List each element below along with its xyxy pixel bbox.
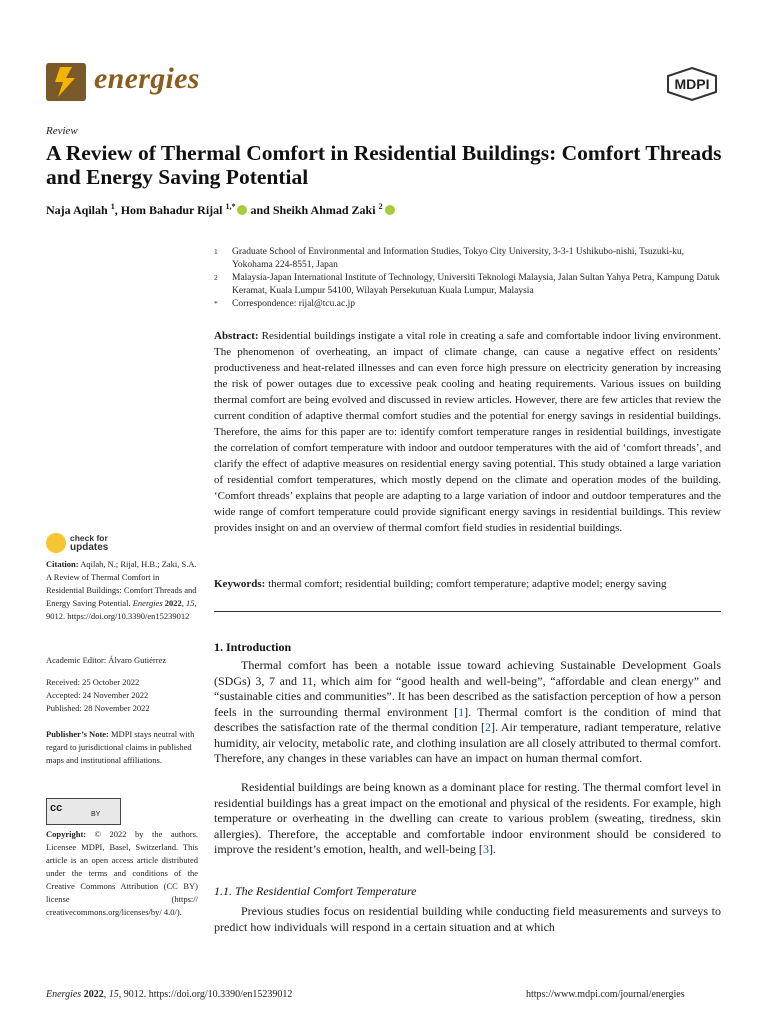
citation-text: Aqilah, N.; Rijal, H.B.; Zaki, S.A. A Review of Thermal Comfort in Residential Buildings: Comfort Threads and Energy Saving Potential.	[46, 559, 197, 608]
abstract-label: Abstract:	[214, 330, 259, 342]
affiliation-number: *	[214, 299, 218, 308]
citation-block: Citation: Aqilah, N.; Rijal, H.B.; Zaki, S.A. A Review of Thermal Comfort in Residential Buildings: Comfort Threads and Energy Saving Potential. Energies 2022, 15, 9012. https://doi.org/10.3390/en15239012	[46, 559, 197, 621]
publisher-note-text: MDPI stays neutral with regard to jurisdictional claims in published maps and institutional affiliations.	[46, 729, 195, 765]
publisher-label: MDPI	[674, 76, 710, 92]
affiliation-number: 1	[214, 247, 218, 256]
footer-journal: Energies	[46, 989, 82, 1000]
by-icon: BY	[91, 811, 101, 818]
check-updates-line: check for	[70, 533, 108, 543]
correspondence	[214, 298, 724, 311]
subsection-heading: 1.1. The Residential Comfort Temperature	[214, 884, 417, 898]
paragraph-text: Residential buildings are being known as a dominant place for resting. The thermal comfort level in residential buildings has a great impact on the emotional and physical of the residents. For example, high temperature or overheating in the dwelling can create to various problem (sweating, tiredness, skin allergies). Therefore, the acceptable and comfortable indoor environment should be considered to improve the resident’s emotion, health, and well-being [	[214, 780, 721, 856]
footer-citation: Energies 2022, 15, 9012. https://doi.org/10.3390/en15239012	[46, 989, 293, 1000]
keywords-text: thermal comfort; residential building; comfort temperature; adaptive model; energy saving	[268, 578, 667, 590]
affiliation-text: Malaysia-Japan International Institute of Technology, Universiti Teknologi Malaysia, Jalan Sultan Yahya Petra, Kampung Datuk Keramat, Kuala Lumpur 54100, Wilayah Persekutuan Kuala Lumpur, Malaysia	[232, 273, 720, 296]
citation-journal: Energies	[132, 598, 163, 608]
cc-license-badge[interactable]	[46, 798, 121, 825]
paragraph-text: ].	[488, 842, 496, 856]
author-name[interactable]: Sheikh Ahmad Zaki	[272, 203, 376, 217]
check-updates-line: updates	[70, 542, 109, 553]
footer-journal-url[interactable]: https://www.mdpi.com/journal/energies	[526, 989, 685, 1000]
reference-link[interactable]: 3	[482, 842, 489, 856]
check-updates-icon	[46, 533, 66, 553]
orcid-icon[interactable]	[385, 205, 395, 215]
affiliation	[214, 272, 724, 297]
author-affiliation-mark: 1	[110, 202, 115, 211]
paragraph-text: Thermal comfort has been a notable issue toward achieving Sustainable Development Goals (SDGs) 3, 7 and 11, which aim for “good health and well-being”, “affordable and clean energy” and “sustainable cities and communities”. It has been described as the satisfaction perception of how a person feels in the surrounding thermal environment [	[214, 658, 721, 719]
abstract	[214, 328, 721, 536]
academic-editor: Academic Editor: Álvaro Gutiérrez	[46, 655, 167, 665]
check-updates-text	[70, 534, 108, 552]
intro-paragraph: Previous studies focus on residential building while conducting field measurements and surveys to predict how individuals will respond in a certain situation and at which	[214, 904, 721, 934]
author-separator: ,	[114, 203, 118, 217]
journal-logo	[46, 63, 86, 101]
paragraph-text: ]. Air temperature, radiant temperature, relative humidity, air velocity, metabolic rate, and clothing insulation are all closely attributed to thermal comfort. Therefore, any changes in these variables can have an impact on human thermal comfort.	[214, 720, 721, 765]
mdpi-logo[interactable]	[664, 66, 720, 102]
citation-doi[interactable]: , 9012. https://doi.org/10.3390/en15239012	[46, 598, 197, 621]
keywords	[214, 578, 721, 590]
footer-doi[interactable]: , 9012. https://doi.org/10.3390/en15239012	[118, 989, 293, 1000]
copyright-block	[46, 828, 198, 919]
article-type: Review	[46, 125, 78, 137]
section-divider	[214, 611, 721, 612]
published-date: Published: 28 November 2022	[46, 703, 150, 713]
accepted-date: Accepted: 24 November 2022	[46, 690, 149, 700]
citation-volume: 15	[186, 598, 195, 608]
copyright-label: Copyright:	[46, 829, 87, 839]
author-affiliation-mark: 2	[378, 202, 383, 211]
paragraph-text: ]. Thermal comfort is the condition of mind that describes the satisfaction rate of the thermal condition [	[214, 704, 721, 734]
citation-label: Citation:	[46, 559, 79, 569]
check-for-updates-badge[interactable]	[46, 533, 166, 555]
affiliation-text: Graduate School of Environmental and Information Studies, Tokyo City University, 3-3-1 Ushikubo-nishi, Tsuzuki-ku, Yokohama 224-8551, Japan	[232, 247, 685, 270]
publisher-note	[46, 728, 198, 767]
footer-year: 2022	[83, 989, 104, 1000]
orcid-icon[interactable]	[237, 205, 247, 215]
affiliation	[214, 246, 724, 271]
correspondence-text[interactable]: Correspondence: rijal@tcu.ac.jp	[232, 299, 355, 309]
author-name[interactable]: Hom Bahadur Rijal	[120, 203, 223, 217]
received-date: Received: 25 October 2022	[46, 677, 140, 687]
intro-paragraph	[214, 780, 721, 858]
keywords-label: Keywords:	[214, 578, 266, 590]
author-affiliation-mark: 1,*	[225, 202, 236, 211]
citation-year: 2022	[164, 598, 182, 608]
author-name[interactable]: Naja Aqilah	[46, 203, 108, 217]
publisher-note-label: Publisher’s Note:	[46, 729, 109, 739]
reference-link[interactable]: 2	[485, 720, 491, 734]
publication-dates	[46, 676, 198, 715]
cc-icon: cc	[50, 802, 63, 814]
affiliation-number: 2	[214, 273, 218, 282]
author-conjunction: and	[250, 203, 270, 217]
article-title: A Review of Thermal Comfort in Residential Buildings: Comfort Threads and Energy Saving Potential	[46, 141, 722, 189]
journal-name[interactable]: energies	[94, 62, 200, 95]
reference-link[interactable]: 1	[458, 704, 465, 719]
section-heading: 1. Introduction	[214, 640, 292, 654]
copyright-text: © 2022 by the authors. Licensee MDPI, Basel, Switzerland. This article is an open access article distributed under the terms and conditions of the Creative Commons Attribution (CC BY) license (https:// creativecommons.org/licenses/by/ 4.0/).	[46, 829, 199, 917]
footer-volume: 15	[108, 989, 119, 1000]
lightning-bolt-icon	[46, 63, 86, 101]
abstract-text: Residential buildings instigate a vital role in creating a safe and comfortable indoor living environment. The phenomenon of overheating, an impact of climate change, can cause a negative effect on residents’ productiveness and heat-related illnesses and can even force high pressure on electricity generation by increasing the risk of power outages due to excessive peak cooling and heating requirements. Various issues on building thermal comfort are being evolved and discussed in review articles. However, there are few articles that review the current condition of adaptive thermal comfort studies and the potential for energy savings in residential buildings. Therefore, the aims for this paper are to: identify comfort temperature ranges in residential buildings, investigate the correlation of comfort temperature with indoor and outdoor temperatures with the aid of ‘comfort threads’, and clarify the effect of adaptive measures on residential energy saving potential. This study obtained a large variation of residential comfort temperatures, which mostly depend on the climate and operation modes of the building. ‘Comfort threads’ explains that people are adapting to a large variation of indoor and outdoor temperatures and the wide range of comfort temperature could provide significant energy savings in residential buildings. This review provides insight on and an overview of thermal comfort field studies in residential buildings.	[214, 330, 722, 534]
intro-paragraph	[214, 658, 721, 767]
author-list	[46, 202, 736, 218]
